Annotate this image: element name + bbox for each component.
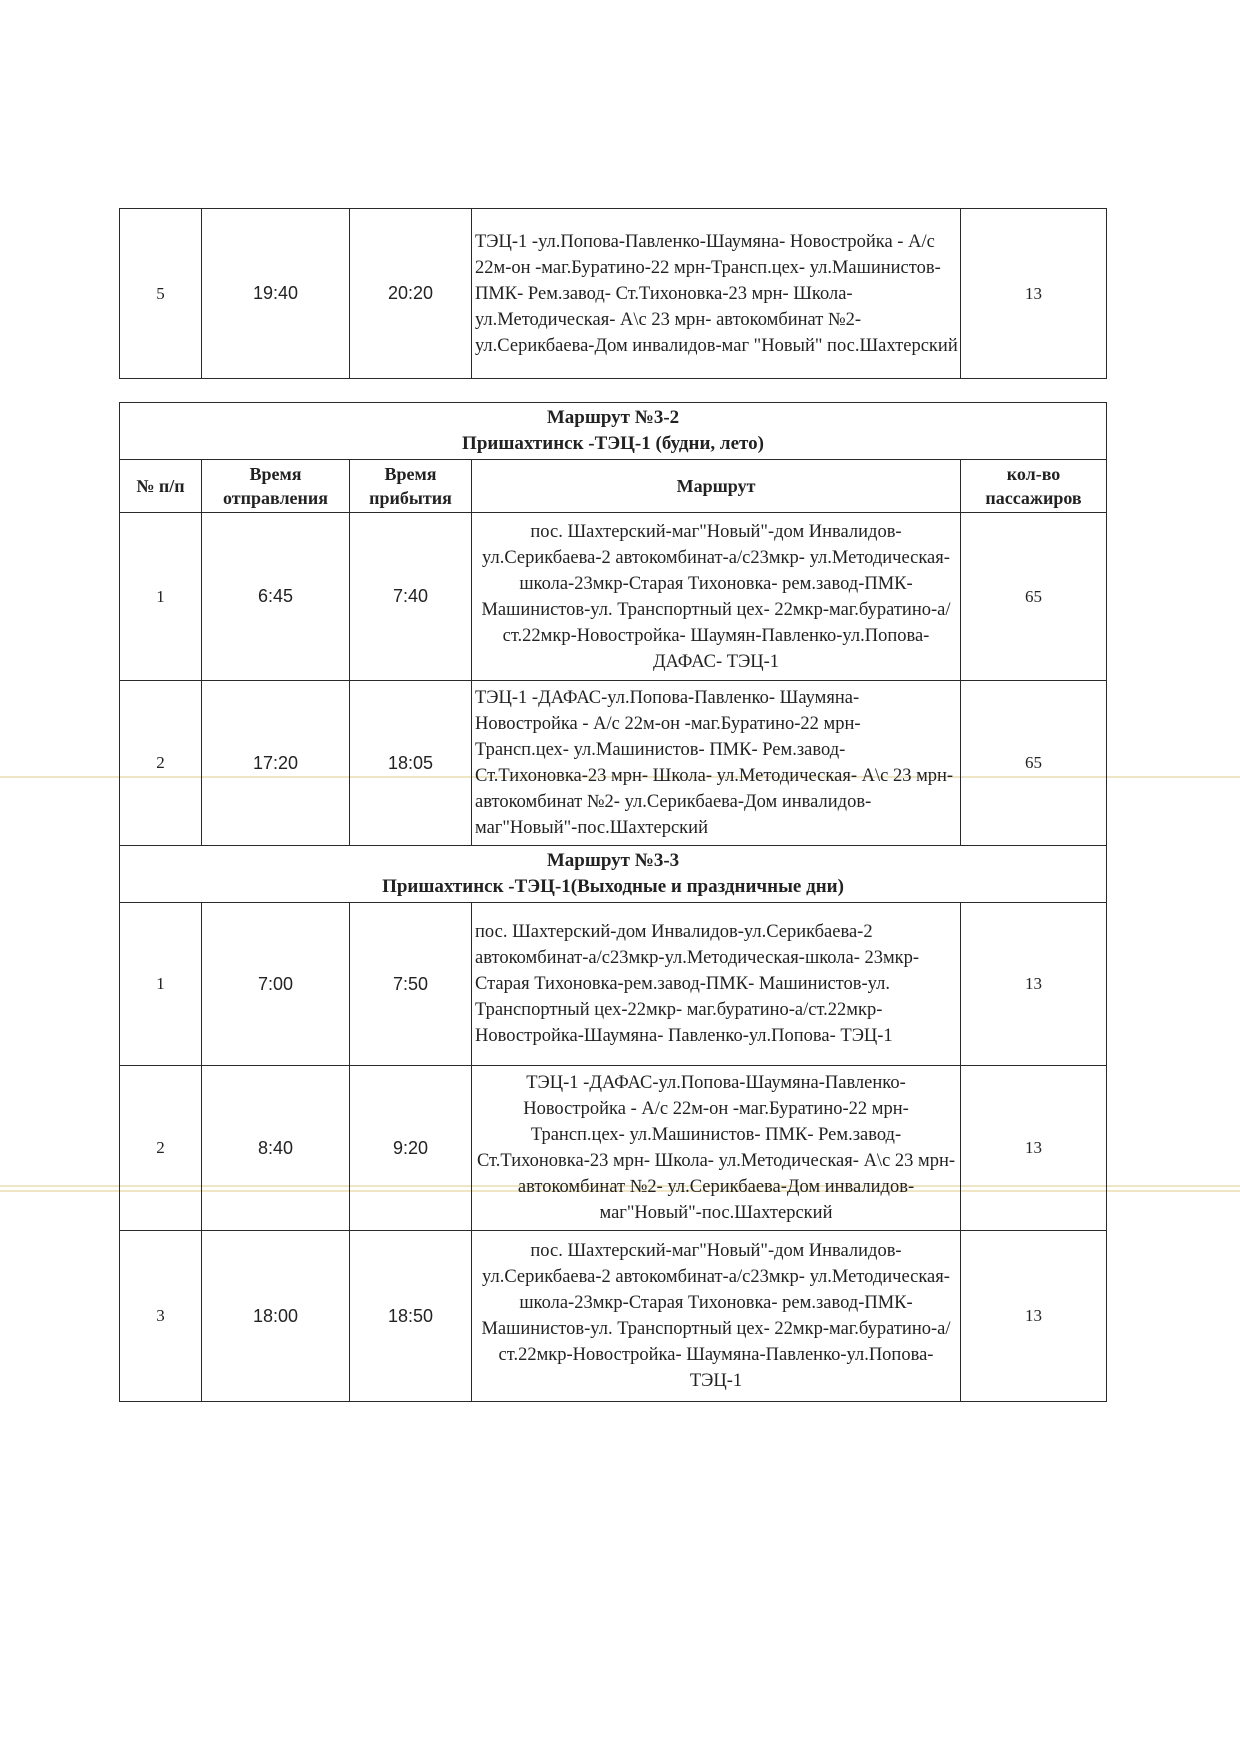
route-3-2-heading [120, 403, 1107, 460]
arrival-time: 18:50 [350, 1231, 472, 1402]
route-subtitle: Пришахтинск -ТЭЦ-1(Выходные и праздничные дни) [382, 876, 844, 897]
schedule-table [119, 402, 1107, 1402]
table-row [120, 1231, 1107, 1402]
passenger-count: 13 [961, 209, 1107, 379]
row-number: 2 [120, 1066, 202, 1231]
row-number: 1 [120, 513, 202, 681]
header-number: № п/п [120, 460, 202, 513]
row-number: 2 [120, 681, 202, 846]
route-title: Маршрут №3-2 [546, 407, 680, 428]
passenger-count: 65 [961, 513, 1107, 681]
route-heading-cell [120, 403, 1107, 460]
route-description: пос. Шахтерский-дом Инвалидов-ул.Серикбаева-2 автокомбинат-а/с23мкр-ул.Методическая-школа- 23мкр-Старая Тихоновка-рем.завод-ПМК- Машинистов-ул. Транспортный цех-22мкр- маг.буратино-а/ст.22мкр-Новостройка-Шаумяна- Павленко-ул.Попова- ТЭЦ-1 [472, 903, 961, 1066]
departure-time: 18:00 [202, 1231, 350, 1402]
table-row [120, 681, 1107, 846]
passenger-count: 13 [961, 1066, 1107, 1231]
schedule-table-continuation [119, 208, 1107, 379]
route-heading-cell [120, 846, 1107, 903]
arrival-time: 9:20 [350, 1066, 472, 1231]
header-arrival: Время прибытия [350, 460, 472, 513]
route-title: Маршрут №3-3 [546, 850, 680, 871]
header-passengers: кол-во пассажиров [961, 460, 1107, 513]
row-number: 1 [120, 903, 202, 1066]
route-description: ТЭЦ-1 -ул.Попова-Павленко-Шаумяна- Новостройка - А/с 22м-он -маг.Буратино-22 мрн-Трансп.цех- ул.Машинистов- ПМК- Рем.завод- Ст.Тихоновка-23 мрн- Школа- ул.Методическая- А\с 23 мрн- автокомбинат №2- ул.Серикбаева-Дом инвалидов-маг "Новый" пос.Шахтерский [472, 209, 961, 379]
departure-time: 7:00 [202, 903, 350, 1066]
table-row [120, 513, 1107, 681]
route-description: ТЭЦ-1 -ДАФАС-ул.Попова-Шаумяна-Павленко- Новостройка - А/с 22м-он -маг.Буратино-22 мрн- Трансп.цех- ул.Машинистов- ПМК- Рем.завод- Ст.Тихоновка-23 мрн- Школа- ул.Методическая- А\с 23 мрн-автокомбинат №2- ул.Серикбаева-Дом инвалидов- маг"Новый"-пос.Шахтерский [472, 1066, 961, 1231]
row-number: 5 [120, 209, 202, 379]
route-subtitle: Пришахтинск -ТЭЦ-1 (будни, лето) [462, 433, 764, 454]
arrival-time: 7:40 [350, 513, 472, 681]
arrival-time: 7:50 [350, 903, 472, 1066]
departure-time: 8:40 [202, 1066, 350, 1231]
header-route: Маршрут [472, 460, 961, 513]
header-departure: Время отправления [202, 460, 350, 513]
passenger-count: 65 [961, 681, 1107, 846]
arrival-time: 18:05 [350, 681, 472, 846]
route-description: ТЭЦ-1 -ДАФАС-ул.Попова-Павленко- Шаумяна- Новостройка - А/с 22м-он -маг.Буратино-22 мрн- Трансп.цех- ул.Машинистов- ПМК- Рем.завод- Ст.Тихоновка-23 мрн- Школа- ул.Методическая- А\с 23 мрн-автокомбинат №2- ул.Серикбаева-Дом инвалидов- маг"Новый"-пос.Шахтерский [472, 681, 961, 846]
row-number: 3 [120, 1231, 202, 1402]
table-row [120, 903, 1107, 1066]
passenger-count: 13 [961, 1231, 1107, 1402]
passenger-count: 13 [961, 903, 1107, 1066]
departure-time: 19:40 [202, 209, 350, 379]
route-description: пос. Шахтерский-маг"Новый"-дом Инвалидов- ул.Серикбаева-2 автокомбинат-а/с23мкр- ул.Методическая-школа-23мкр-Старая Тихоновка- рем.завод-ПМК-Машинистов-ул. Транспортный цех- 22мкр-маг.буратино-а/ст.22мкр-Новостройка- Шаумян-Павленко-ул.Попова-ДАФАС- ТЭЦ-1 [472, 513, 961, 681]
arrival-time: 20:20 [350, 209, 472, 379]
departure-time: 17:20 [202, 681, 350, 846]
route-description: пос. Шахтерский-маг"Новый"-дом Инвалидов- ул.Серикбаева-2 автокомбинат-а/с23мкр- ул.Методическая-школа-23мкр-Старая Тихоновка- рем.завод-ПМК-Машинистов-ул. Транспортный цех- 22мкр-маг.буратино-а/ст.22мкр-Новостройка- Шаумяна-Павленко-ул.Попова- ТЭЦ-1 [472, 1231, 961, 1402]
departure-time: 6:45 [202, 513, 350, 681]
table-row [120, 1066, 1107, 1231]
route-3-3-heading [120, 846, 1107, 903]
table-header-row [120, 460, 1107, 513]
table-row [120, 209, 1107, 379]
